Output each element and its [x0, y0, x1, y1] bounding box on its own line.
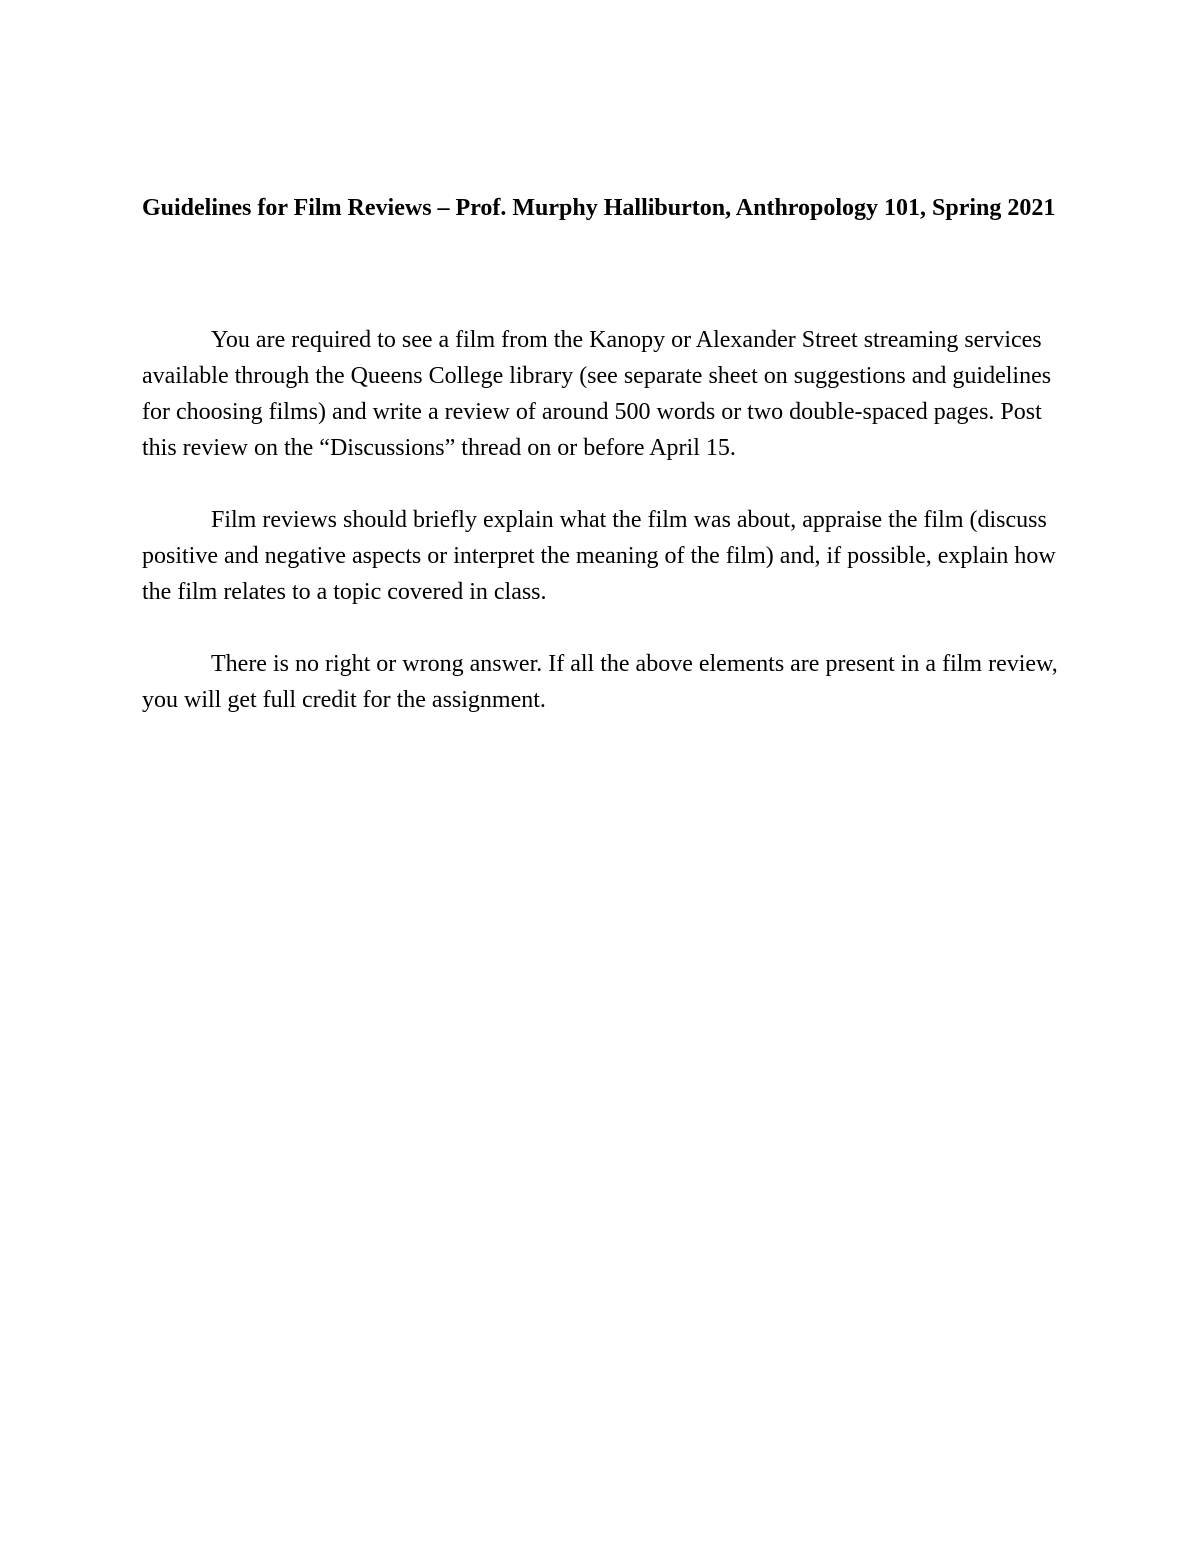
paragraph-review-content: Film reviews should briefly explain what the film was about, appraise the film (discuss positive and negative aspects or interpret the meaning of the film) and, if possible, explain how the film relates to a topic covered in class.: [142, 507, 1056, 605]
paragraph-assignment: You are required to see a film from the Kanopy or Alexander Street streaming services available through the Queens College library (see separate sheet on suggestions and guidelines for choosing films) and write a review of around 500 words or two double-spaced pages. Post this review on the “Discussions” thread on or before April 15.: [142, 327, 1052, 461]
paragraph-grading: There is no right or wrong answer. If all the above elements are present in a film review, you will get full credit for the assignment.: [142, 651, 1058, 713]
document-title: Guidelines for Film Reviews – Prof. Murphy Halliburton, Anthropology 101, Spring 2021: [142, 195, 1056, 221]
document-body: [142, 190, 1062, 718]
